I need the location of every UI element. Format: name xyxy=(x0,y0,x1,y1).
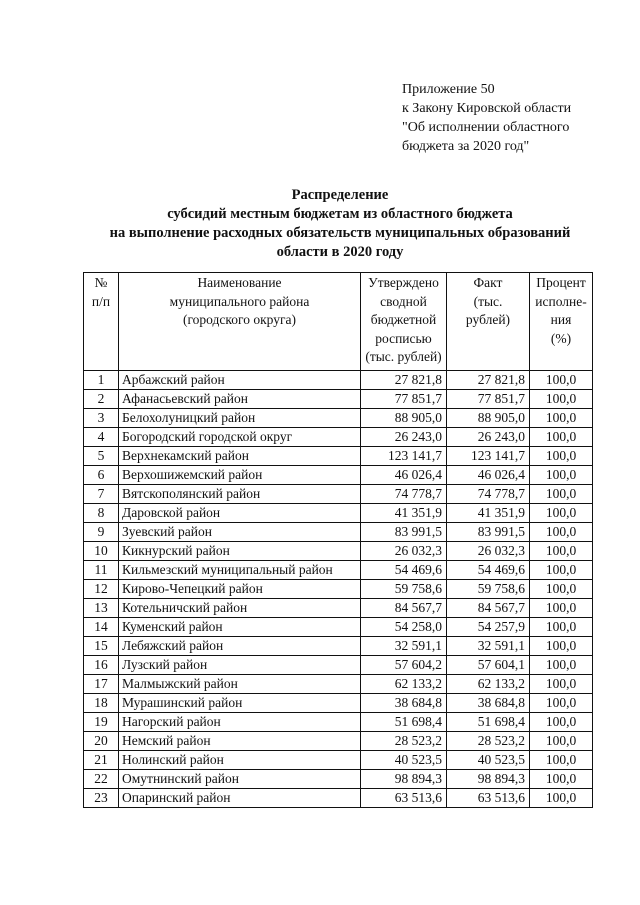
table-row xyxy=(84,408,593,427)
fact-amount: 63 513,6 xyxy=(447,788,530,807)
title-line: субсидий местным бюджетам из областного бюджета xyxy=(167,206,513,222)
district-name: Зуевский район xyxy=(119,522,361,541)
header-percent-line: Процент xyxy=(536,275,586,290)
header-approved-line: бюджетной xyxy=(370,312,437,327)
header-percent xyxy=(530,273,593,371)
table-row xyxy=(84,389,593,408)
approved-amount: 54 469,6 xyxy=(361,560,447,579)
row-number: 12 xyxy=(84,579,119,598)
appendix-note xyxy=(402,80,571,156)
fact-amount: 27 821,8 xyxy=(447,370,530,389)
fact-amount: 59 758,6 xyxy=(447,579,530,598)
district-name: Нолинский район xyxy=(119,750,361,769)
approved-amount: 46 026,4 xyxy=(361,465,447,484)
table-row xyxy=(84,769,593,788)
district-name: Кикнурский район xyxy=(119,541,361,560)
approved-amount: 59 758,6 xyxy=(361,579,447,598)
execution-percent: 100,0 xyxy=(530,693,593,712)
district-name: Лузский район xyxy=(119,655,361,674)
header-percent-line: (%) xyxy=(550,330,572,346)
district-name: Арбажский район xyxy=(119,370,361,389)
appendix-line: бюджета за 2020 год" xyxy=(402,139,530,154)
fact-amount: 123 141,7 xyxy=(447,446,530,465)
fact-amount: 57 604,1 xyxy=(447,655,530,674)
title-line: области в 2020 году xyxy=(276,244,404,260)
approved-amount: 123 141,7 xyxy=(361,446,447,465)
execution-percent: 100,0 xyxy=(530,427,593,446)
approved-amount: 83 991,5 xyxy=(361,522,447,541)
execution-percent: 100,0 xyxy=(530,750,593,769)
table-row xyxy=(84,617,593,636)
execution-percent: 100,0 xyxy=(530,769,593,788)
district-name: Котельничский район xyxy=(119,598,361,617)
approved-amount: 41 351,9 xyxy=(361,503,447,522)
document-title xyxy=(60,186,620,262)
fact-amount: 74 778,7 xyxy=(447,484,530,503)
execution-percent: 100,0 xyxy=(530,636,593,655)
fact-amount: 54 469,6 xyxy=(447,560,530,579)
execution-percent: 100,0 xyxy=(530,541,593,560)
fact-amount: 88 905,0 xyxy=(447,408,530,427)
row-number: 4 xyxy=(84,427,119,446)
table-body xyxy=(84,370,593,807)
row-number: 20 xyxy=(84,731,119,750)
approved-amount: 57 604,2 xyxy=(361,655,447,674)
appendix-line: Приложение 50 xyxy=(402,82,495,97)
row-number: 1 xyxy=(84,370,119,389)
table-row xyxy=(84,560,593,579)
approved-amount: 63 513,6 xyxy=(361,788,447,807)
row-number: 8 xyxy=(84,503,119,522)
row-number: 16 xyxy=(84,655,119,674)
fact-amount: 51 698,4 xyxy=(447,712,530,731)
row-number: 19 xyxy=(84,712,119,731)
fact-amount: 46 026,4 xyxy=(447,465,530,484)
header-fact xyxy=(447,273,530,371)
header-approved-line: сводной xyxy=(380,293,427,309)
approved-amount: 28 523,2 xyxy=(361,731,447,750)
execution-percent: 100,0 xyxy=(530,408,593,427)
header-percent-line: ния xyxy=(550,312,572,327)
table-row xyxy=(84,522,593,541)
execution-percent: 100,0 xyxy=(530,655,593,674)
table-row xyxy=(84,712,593,731)
district-name: Богородский городской округ xyxy=(119,427,361,446)
execution-percent: 100,0 xyxy=(530,617,593,636)
table-row xyxy=(84,484,593,503)
execution-percent: 100,0 xyxy=(530,446,593,465)
header-approved-line: Утверждено xyxy=(368,275,439,290)
header-approved xyxy=(361,273,447,371)
table-row xyxy=(84,503,593,522)
execution-percent: 100,0 xyxy=(530,465,593,484)
table-row xyxy=(84,598,593,617)
header-approved-line: росписью xyxy=(375,330,432,346)
title-line: на выполнение расходных обязательств муниципальных образований xyxy=(109,225,571,241)
approved-amount: 38 684,8 xyxy=(361,693,447,712)
row-number: 14 xyxy=(84,617,119,636)
header-fact-line: (тыс. рублей) xyxy=(465,293,511,327)
row-number: 15 xyxy=(84,636,119,655)
execution-percent: 100,0 xyxy=(530,389,593,408)
table-row xyxy=(84,636,593,655)
table-row xyxy=(84,446,593,465)
title-line: Распределение xyxy=(291,187,389,203)
row-number: 21 xyxy=(84,750,119,769)
row-number: 7 xyxy=(84,484,119,503)
district-name: Кильмезский муниципальный район xyxy=(119,560,361,579)
execution-percent: 100,0 xyxy=(530,598,593,617)
district-name: Даровской район xyxy=(119,503,361,522)
execution-percent: 100,0 xyxy=(530,579,593,598)
approved-amount: 84 567,7 xyxy=(361,598,447,617)
approved-amount: 27 821,8 xyxy=(361,370,447,389)
header-fact-line: Факт xyxy=(473,275,503,290)
district-name: Верхошижемский район xyxy=(119,465,361,484)
execution-percent: 100,0 xyxy=(530,503,593,522)
appendix-line: к Закону Кировской области xyxy=(402,101,572,116)
row-number: 6 xyxy=(84,465,119,484)
table-row xyxy=(84,655,593,674)
row-number: 23 xyxy=(84,788,119,807)
table-row xyxy=(84,427,593,446)
table-row xyxy=(84,465,593,484)
district-name: Омутнинский район xyxy=(119,769,361,788)
table-header-row xyxy=(84,273,593,371)
approved-amount: 26 243,0 xyxy=(361,427,447,446)
row-number: 17 xyxy=(84,674,119,693)
fact-amount: 77 851,7 xyxy=(447,389,530,408)
row-number: 3 xyxy=(84,408,119,427)
fact-amount: 62 133,2 xyxy=(447,674,530,693)
header-name-line: Наименование xyxy=(197,275,282,290)
table-row xyxy=(84,579,593,598)
row-number: 5 xyxy=(84,446,119,465)
header-name-line: муниципального района xyxy=(169,293,310,309)
table-row xyxy=(84,541,593,560)
header-num-line: № xyxy=(94,275,108,290)
fact-amount: 28 523,2 xyxy=(447,731,530,750)
district-name: Опаринский район xyxy=(119,788,361,807)
table-row xyxy=(84,693,593,712)
fact-amount: 26 032,3 xyxy=(447,541,530,560)
fact-amount: 32 591,1 xyxy=(447,636,530,655)
row-number: 9 xyxy=(84,522,119,541)
header-num xyxy=(84,273,119,371)
district-name: Белохолуницкий район xyxy=(119,408,361,427)
execution-percent: 100,0 xyxy=(530,370,593,389)
table-row xyxy=(84,731,593,750)
header-name xyxy=(119,273,361,371)
table-row xyxy=(84,788,593,807)
execution-percent: 100,0 xyxy=(530,522,593,541)
table-row xyxy=(84,750,593,769)
district-name: Мурашинский район xyxy=(119,693,361,712)
row-number: 18 xyxy=(84,693,119,712)
execution-percent: 100,0 xyxy=(530,731,593,750)
execution-percent: 100,0 xyxy=(530,712,593,731)
row-number: 11 xyxy=(84,560,119,579)
fact-amount: 38 684,8 xyxy=(447,693,530,712)
fact-amount: 83 991,5 xyxy=(447,522,530,541)
row-number: 13 xyxy=(84,598,119,617)
approved-amount: 51 698,4 xyxy=(361,712,447,731)
header-num-line: п/п xyxy=(91,293,111,309)
row-number: 2 xyxy=(84,389,119,408)
approved-amount: 74 778,7 xyxy=(361,484,447,503)
approved-amount: 26 032,3 xyxy=(361,541,447,560)
header-approved-line: (тыс. рублей) xyxy=(365,349,442,364)
approved-amount: 40 523,5 xyxy=(361,750,447,769)
approved-amount: 77 851,7 xyxy=(361,389,447,408)
approved-amount: 32 591,1 xyxy=(361,636,447,655)
execution-percent: 100,0 xyxy=(530,484,593,503)
fact-amount: 40 523,5 xyxy=(447,750,530,769)
district-name: Верхнекамский район xyxy=(119,446,361,465)
row-number: 10 xyxy=(84,541,119,560)
district-name: Лебяжский район xyxy=(119,636,361,655)
district-name: Немский район xyxy=(119,731,361,750)
fact-amount: 98 894,3 xyxy=(447,769,530,788)
district-name: Куменский район xyxy=(119,617,361,636)
fact-amount: 41 351,9 xyxy=(447,503,530,522)
execution-percent: 100,0 xyxy=(530,560,593,579)
district-name: Вятскополянский район xyxy=(119,484,361,503)
row-number: 22 xyxy=(84,769,119,788)
approved-amount: 88 905,0 xyxy=(361,408,447,427)
table-row xyxy=(84,674,593,693)
fact-amount: 84 567,7 xyxy=(447,598,530,617)
approved-amount: 54 258,0 xyxy=(361,617,447,636)
fact-amount: 26 243,0 xyxy=(447,427,530,446)
district-name: Нагорский район xyxy=(119,712,361,731)
approved-amount: 62 133,2 xyxy=(361,674,447,693)
district-name: Малмыжский район xyxy=(119,674,361,693)
district-name: Кирово-Чепецкий район xyxy=(119,579,361,598)
subsidy-table xyxy=(83,272,593,808)
fact-amount: 54 257,9 xyxy=(447,617,530,636)
execution-percent: 100,0 xyxy=(530,788,593,807)
header-percent-line: исполне- xyxy=(535,293,587,309)
appendix-line: "Об исполнении областного xyxy=(402,120,570,135)
header-name-line: (городского округа) xyxy=(182,312,297,327)
table-row xyxy=(84,370,593,389)
district-name: Афанасьевский район xyxy=(119,389,361,408)
execution-percent: 100,0 xyxy=(530,674,593,693)
approved-amount: 98 894,3 xyxy=(361,769,447,788)
